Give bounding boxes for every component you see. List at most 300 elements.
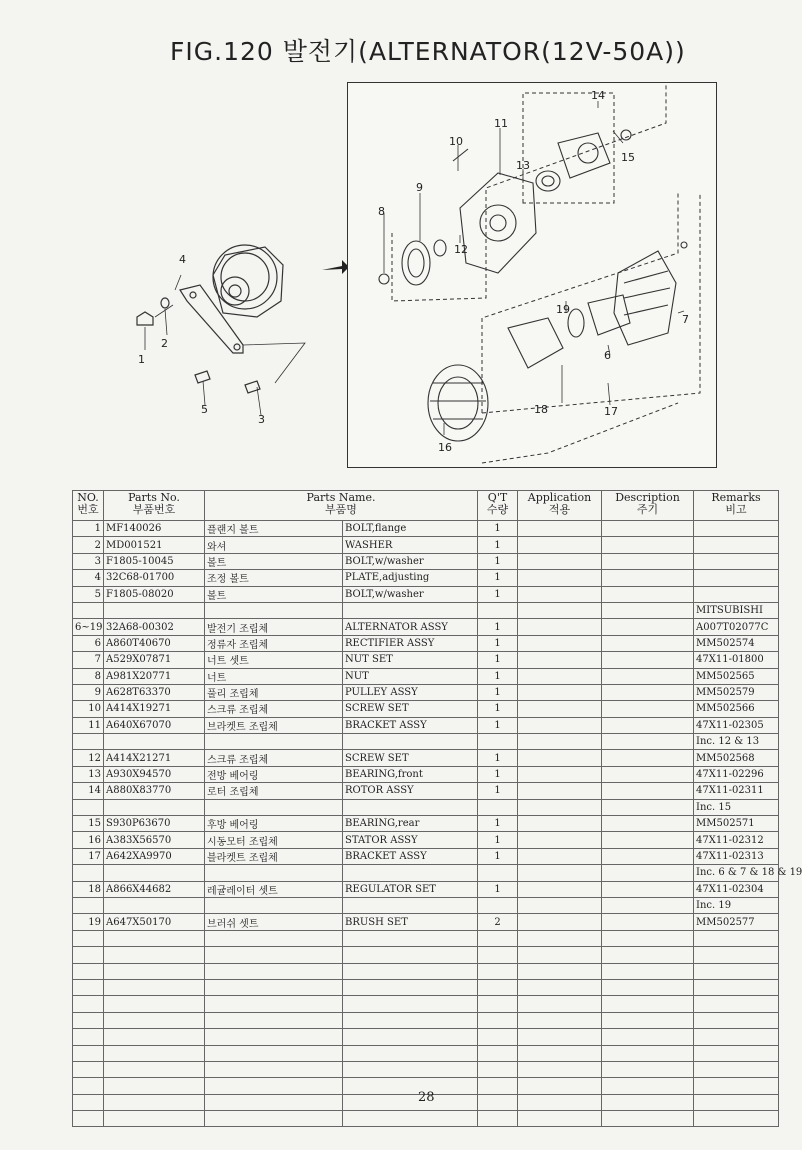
cell-remarks (694, 537, 779, 553)
cell-no: 5 (73, 586, 104, 602)
cell-name-ko (205, 1012, 343, 1028)
cell-description (602, 750, 694, 766)
cell-qty: 1 (478, 783, 518, 799)
cell-name-ko: 시동모터 조립체 (205, 832, 343, 848)
cell-parts-no (104, 602, 205, 618)
cell-application (518, 684, 602, 700)
cell-remarks: 47X11-02296 (694, 766, 779, 782)
cell-qty: 1 (478, 701, 518, 717)
cell-remarks: MM502574 (694, 635, 779, 651)
cell-application (518, 832, 602, 848)
cell-name-en (343, 1061, 478, 1077)
cell-description (602, 1111, 694, 1127)
arrow-icon (320, 258, 350, 278)
cell-qty: 1 (478, 684, 518, 700)
cell-remarks (694, 570, 779, 586)
col-header-parts-name: Parts Name. 부품명 (205, 491, 478, 521)
cell-application (518, 734, 602, 750)
cell-parts-no: 32C68-01700 (104, 570, 205, 586)
cell-qty (478, 1094, 518, 1110)
callout-10: 10 (449, 135, 463, 148)
cell-application (518, 652, 602, 668)
table-row (73, 586, 779, 602)
parts-table (72, 490, 802, 1127)
cell-name-en: BRUSH SET (343, 914, 478, 930)
cell-no (73, 1029, 104, 1045)
cell-name-ko: 너트 (205, 668, 343, 684)
cell-description (602, 652, 694, 668)
cell-remarks (694, 930, 779, 946)
cell-parts-no (104, 1012, 205, 1028)
cell-description (602, 701, 694, 717)
cell-parts-no (104, 865, 205, 881)
cell-name-en (343, 734, 478, 750)
table-row (73, 914, 779, 930)
cell-name-en: SCREW SET (343, 701, 478, 717)
cell-name-ko (205, 996, 343, 1012)
cell-description (602, 832, 694, 848)
cell-no: 16 (73, 832, 104, 848)
cell-no (73, 947, 104, 963)
cell-application (518, 799, 602, 815)
cell-qty (478, 947, 518, 963)
cell-remarks: A007T02077C (694, 619, 779, 635)
cell-parts-no: S930P63670 (104, 816, 205, 832)
callout-12: 12 (454, 243, 468, 256)
cell-no: 7 (73, 652, 104, 668)
cell-name-ko: 플랜지 볼트 (205, 521, 343, 537)
cell-name-ko (205, 1045, 343, 1061)
cell-description (602, 947, 694, 963)
cell-qty (478, 799, 518, 815)
cell-parts-no (104, 979, 205, 995)
table-row (73, 553, 779, 569)
cell-remarks: Inc. 12 & 13 (694, 734, 779, 750)
cell-application (518, 963, 602, 979)
cell-application (518, 635, 602, 651)
cell-no (73, 979, 104, 995)
cell-remarks (694, 1029, 779, 1045)
cell-description (602, 914, 694, 930)
cell-remarks (694, 521, 779, 537)
cell-no (73, 1012, 104, 1028)
cell-no: 18 (73, 881, 104, 897)
cell-name-en: STATOR ASSY (343, 832, 478, 848)
cell-application (518, 979, 602, 995)
cell-remarks: MM502568 (694, 750, 779, 766)
cell-no: 6 (73, 635, 104, 651)
cell-parts-no: MD001521 (104, 537, 205, 553)
cell-qty (478, 734, 518, 750)
cell-parts-no: A981X20771 (104, 668, 205, 684)
cell-description (602, 996, 694, 1012)
cell-name-en: SCREW SET (343, 750, 478, 766)
cell-no: 12 (73, 750, 104, 766)
cell-parts-no (104, 930, 205, 946)
table-row (73, 865, 779, 881)
cell-name-en (343, 897, 478, 913)
table-row (73, 881, 779, 897)
cell-no: 9 (73, 684, 104, 700)
callout-8: 8 (378, 205, 385, 218)
cell-application (518, 537, 602, 553)
cell-remarks (694, 1094, 779, 1110)
cell-description (602, 1078, 694, 1094)
cell-name-en (343, 979, 478, 995)
cell-name-ko: 후방 베어링 (205, 816, 343, 832)
cell-parts-no (104, 996, 205, 1012)
cell-no: 19 (73, 914, 104, 930)
cell-no (73, 897, 104, 913)
cell-name-ko: 너트 셋트 (205, 652, 343, 668)
cell-application (518, 1029, 602, 1045)
table-row (73, 848, 779, 864)
cell-application (518, 914, 602, 930)
table-row (73, 570, 779, 586)
cell-parts-no (104, 1111, 205, 1127)
cell-parts-no: A383X56570 (104, 832, 205, 848)
cell-parts-no (104, 1029, 205, 1045)
col-header-application: Application 적용 (518, 491, 602, 521)
cell-parts-no: 32A68-00302 (104, 619, 205, 635)
cell-parts-no: A628T63370 (104, 684, 205, 700)
cell-name-en (343, 996, 478, 1012)
cell-parts-no: F1805-08020 (104, 586, 205, 602)
cell-name-ko: 브러쉬 셋트 (205, 914, 343, 930)
cell-name-en: BEARING,rear (343, 816, 478, 832)
page-number: 28 (418, 1090, 435, 1105)
table-row (73, 963, 779, 979)
cell-qty (478, 602, 518, 618)
cell-remarks: 47X11-01800 (694, 652, 779, 668)
cell-description (602, 1045, 694, 1061)
cell-parts-no: F1805-10045 (104, 553, 205, 569)
cell-no (73, 1094, 104, 1110)
table-row (73, 635, 779, 651)
cell-qty: 1 (478, 652, 518, 668)
cell-parts-no (104, 1094, 205, 1110)
cell-parts-no (104, 1078, 205, 1094)
callout-5: 5 (201, 403, 208, 416)
cell-no: 6~19 (73, 619, 104, 635)
callout-14: 14 (591, 89, 605, 102)
cell-no: 13 (73, 766, 104, 782)
cell-name-en: BRACKET ASSY (343, 848, 478, 864)
cell-name-ko: 레귤레이터 셋트 (205, 881, 343, 897)
cell-name-ko: 블라켓트 조립체 (205, 848, 343, 864)
cell-qty: 1 (478, 668, 518, 684)
cell-application (518, 750, 602, 766)
cell-description (602, 635, 694, 651)
cell-name-en: BRACKET ASSY (343, 717, 478, 733)
cell-qty (478, 1029, 518, 1045)
cell-qty (478, 1078, 518, 1094)
cell-description (602, 783, 694, 799)
cell-name-ko (205, 947, 343, 963)
cell-no (73, 930, 104, 946)
cell-parts-no: A880X83770 (104, 783, 205, 799)
cell-qty (478, 996, 518, 1012)
callout-18: 18 (534, 403, 548, 416)
cell-remarks: 47X11-02312 (694, 832, 779, 848)
cell-name-ko (205, 979, 343, 995)
cell-remarks (694, 947, 779, 963)
cell-name-en (343, 1012, 478, 1028)
cell-no: 3 (73, 553, 104, 569)
table-row (73, 1061, 779, 1077)
cell-qty: 1 (478, 521, 518, 537)
cell-remarks: 47X11-02305 (694, 717, 779, 733)
cell-description (602, 570, 694, 586)
cell-application (518, 1094, 602, 1110)
cell-remarks: MM502571 (694, 816, 779, 832)
table-row (73, 602, 779, 618)
cell-description (602, 1029, 694, 1045)
table-row (73, 684, 779, 700)
table-row (73, 1111, 779, 1127)
cell-parts-no: A647X50170 (104, 914, 205, 930)
cell-qty (478, 979, 518, 995)
cell-remarks: Inc. 15 (694, 799, 779, 815)
cell-description (602, 521, 694, 537)
table-row (73, 701, 779, 717)
cell-qty (478, 1111, 518, 1127)
table-row (73, 668, 779, 684)
cell-parts-no: A640X67070 (104, 717, 205, 733)
cell-application (518, 586, 602, 602)
cell-name-en: NUT SET (343, 652, 478, 668)
cell-remarks: MITSUBISHI (694, 602, 779, 618)
cell-name-en: ROTOR ASSY (343, 783, 478, 799)
cell-description (602, 979, 694, 995)
callout-2: 2 (161, 337, 168, 350)
cell-name-ko: 브라켓트 조립체 (205, 717, 343, 733)
callout-11: 11 (494, 117, 508, 130)
table-row (73, 750, 779, 766)
cell-parts-no: A414X19271 (104, 701, 205, 717)
cell-parts-no: A414X21271 (104, 750, 205, 766)
cell-application (518, 553, 602, 569)
table-row (73, 521, 779, 537)
cell-no (73, 602, 104, 618)
cell-application (518, 717, 602, 733)
cell-parts-no: MF140026 (104, 521, 205, 537)
cell-description (602, 799, 694, 815)
cell-no: 11 (73, 717, 104, 733)
cell-remarks: MM502566 (694, 701, 779, 717)
cell-description (602, 619, 694, 635)
cell-description (602, 963, 694, 979)
cell-name-en (343, 1045, 478, 1061)
cell-application (518, 521, 602, 537)
cell-name-ko (205, 1094, 343, 1110)
cell-description (602, 881, 694, 897)
cell-remarks (694, 1045, 779, 1061)
callout-4: 4 (179, 253, 186, 266)
cell-name-ko: 풀리 조립체 (205, 684, 343, 700)
cell-remarks: Inc. 19 (694, 897, 779, 913)
cell-remarks: 47X11-02311 (694, 783, 779, 799)
cell-name-en (343, 1094, 478, 1110)
cell-description (602, 897, 694, 913)
table-row (73, 799, 779, 815)
table-row (73, 832, 779, 848)
col-header-remarks: Remarks 비고 (694, 491, 779, 521)
cell-qty: 2 (478, 914, 518, 930)
cell-parts-no (104, 734, 205, 750)
cell-no: 15 (73, 816, 104, 832)
callout-1: 1 (138, 353, 145, 366)
cell-no (73, 996, 104, 1012)
cell-application (518, 701, 602, 717)
cell-no (73, 799, 104, 815)
cell-remarks: MM502577 (694, 914, 779, 930)
table-row (73, 1045, 779, 1061)
callout-7: 7 (682, 313, 689, 326)
cell-name-ko: 정류자 조립체 (205, 635, 343, 651)
callout-9: 9 (416, 181, 423, 194)
col-header-parts-no: Parts No. 부품번호 (104, 491, 205, 521)
cell-description (602, 1012, 694, 1028)
cell-remarks (694, 963, 779, 979)
table-row (73, 996, 779, 1012)
cell-application (518, 881, 602, 897)
cell-name-ko (205, 897, 343, 913)
table-header-row (73, 491, 779, 521)
cell-name-en: PULLEY ASSY (343, 684, 478, 700)
cell-parts-no (104, 1045, 205, 1061)
cell-qty (478, 1045, 518, 1061)
cell-name-en: NUT (343, 668, 478, 684)
cell-name-ko (205, 734, 343, 750)
cell-remarks (694, 1111, 779, 1127)
cell-name-ko (205, 1078, 343, 1094)
cell-no (73, 1111, 104, 1127)
cell-application (518, 1111, 602, 1127)
cell-parts-no (104, 897, 205, 913)
callout-16: 16 (438, 441, 452, 454)
cell-name-ko (205, 799, 343, 815)
cell-description (602, 848, 694, 864)
cell-application (518, 897, 602, 913)
cell-qty (478, 930, 518, 946)
callout-6: 6 (604, 349, 611, 362)
table-row (73, 1012, 779, 1028)
cell-name-en (343, 865, 478, 881)
cell-no: 17 (73, 848, 104, 864)
cell-name-en (343, 1029, 478, 1045)
cell-parts-no: A642XA9970 (104, 848, 205, 864)
cell-qty: 1 (478, 635, 518, 651)
cell-name-ko (205, 1029, 343, 1045)
cell-no (73, 734, 104, 750)
cell-name-en (343, 602, 478, 618)
cell-application (518, 1045, 602, 1061)
col-header-no: NO. 번호 (73, 491, 104, 521)
table-row (73, 930, 779, 946)
cell-parts-no: A866X44682 (104, 881, 205, 897)
cell-name-en (343, 963, 478, 979)
cell-parts-no: A930X94570 (104, 766, 205, 782)
cell-application (518, 816, 602, 832)
cell-no: 10 (73, 701, 104, 717)
cell-name-ko: 스크류 조립체 (205, 701, 343, 717)
table-row (73, 783, 779, 799)
col-header-description: Description 주기 (602, 491, 694, 521)
cell-name-ko: 조정 볼트 (205, 570, 343, 586)
cell-qty (478, 1012, 518, 1028)
cell-application (518, 602, 602, 618)
cell-description (602, 537, 694, 553)
cell-description (602, 717, 694, 733)
cell-qty (478, 963, 518, 979)
cell-qty (478, 1061, 518, 1077)
cell-name-en (343, 1111, 478, 1127)
cell-name-ko: 발전기 조립체 (205, 619, 343, 635)
callout-15: 15 (621, 151, 635, 164)
cell-name-ko (205, 963, 343, 979)
cell-application (518, 1078, 602, 1094)
cell-no: 8 (73, 668, 104, 684)
cell-application (518, 1012, 602, 1028)
cell-application (518, 570, 602, 586)
callout-13: 13 (516, 159, 530, 172)
cell-remarks: 47X11-02304 (694, 881, 779, 897)
cell-qty (478, 865, 518, 881)
cell-name-en: REGULATOR SET (343, 881, 478, 897)
callout-3: 3 (258, 413, 265, 426)
cell-qty: 1 (478, 832, 518, 848)
cell-qty: 1 (478, 881, 518, 897)
cell-name-ko: 전방 베어링 (205, 766, 343, 782)
cell-application (518, 865, 602, 881)
cell-qty: 1 (478, 816, 518, 832)
mounting-figure (125, 235, 325, 435)
table-row (73, 816, 779, 832)
cell-no (73, 1045, 104, 1061)
table-row (73, 897, 779, 913)
cell-application (518, 947, 602, 963)
cell-remarks (694, 1078, 779, 1094)
cell-name-en: BOLT,flange (343, 521, 478, 537)
cell-application (518, 1061, 602, 1077)
cell-name-en: BEARING,front (343, 766, 478, 782)
cell-description (602, 684, 694, 700)
table-row (73, 1029, 779, 1045)
cell-description (602, 668, 694, 684)
cell-description (602, 734, 694, 750)
cell-qty: 1 (478, 717, 518, 733)
cell-no (73, 1061, 104, 1077)
cell-description (602, 1061, 694, 1077)
cell-name-ko (205, 1061, 343, 1077)
cell-remarks (694, 553, 779, 569)
cell-name-en (343, 947, 478, 963)
cell-no (73, 865, 104, 881)
cell-qty (478, 897, 518, 913)
cell-remarks: 47X11-02313 (694, 848, 779, 864)
table-row (73, 537, 779, 553)
cell-no (73, 1078, 104, 1094)
cell-description (602, 930, 694, 946)
table-row (73, 979, 779, 995)
cell-qty: 1 (478, 553, 518, 569)
cell-name-ko: 와셔 (205, 537, 343, 553)
cell-no: 1 (73, 521, 104, 537)
cell-remarks: MM502565 (694, 668, 779, 684)
cell-parts-no: A529X07871 (104, 652, 205, 668)
cell-parts-no: A860T40670 (104, 635, 205, 651)
